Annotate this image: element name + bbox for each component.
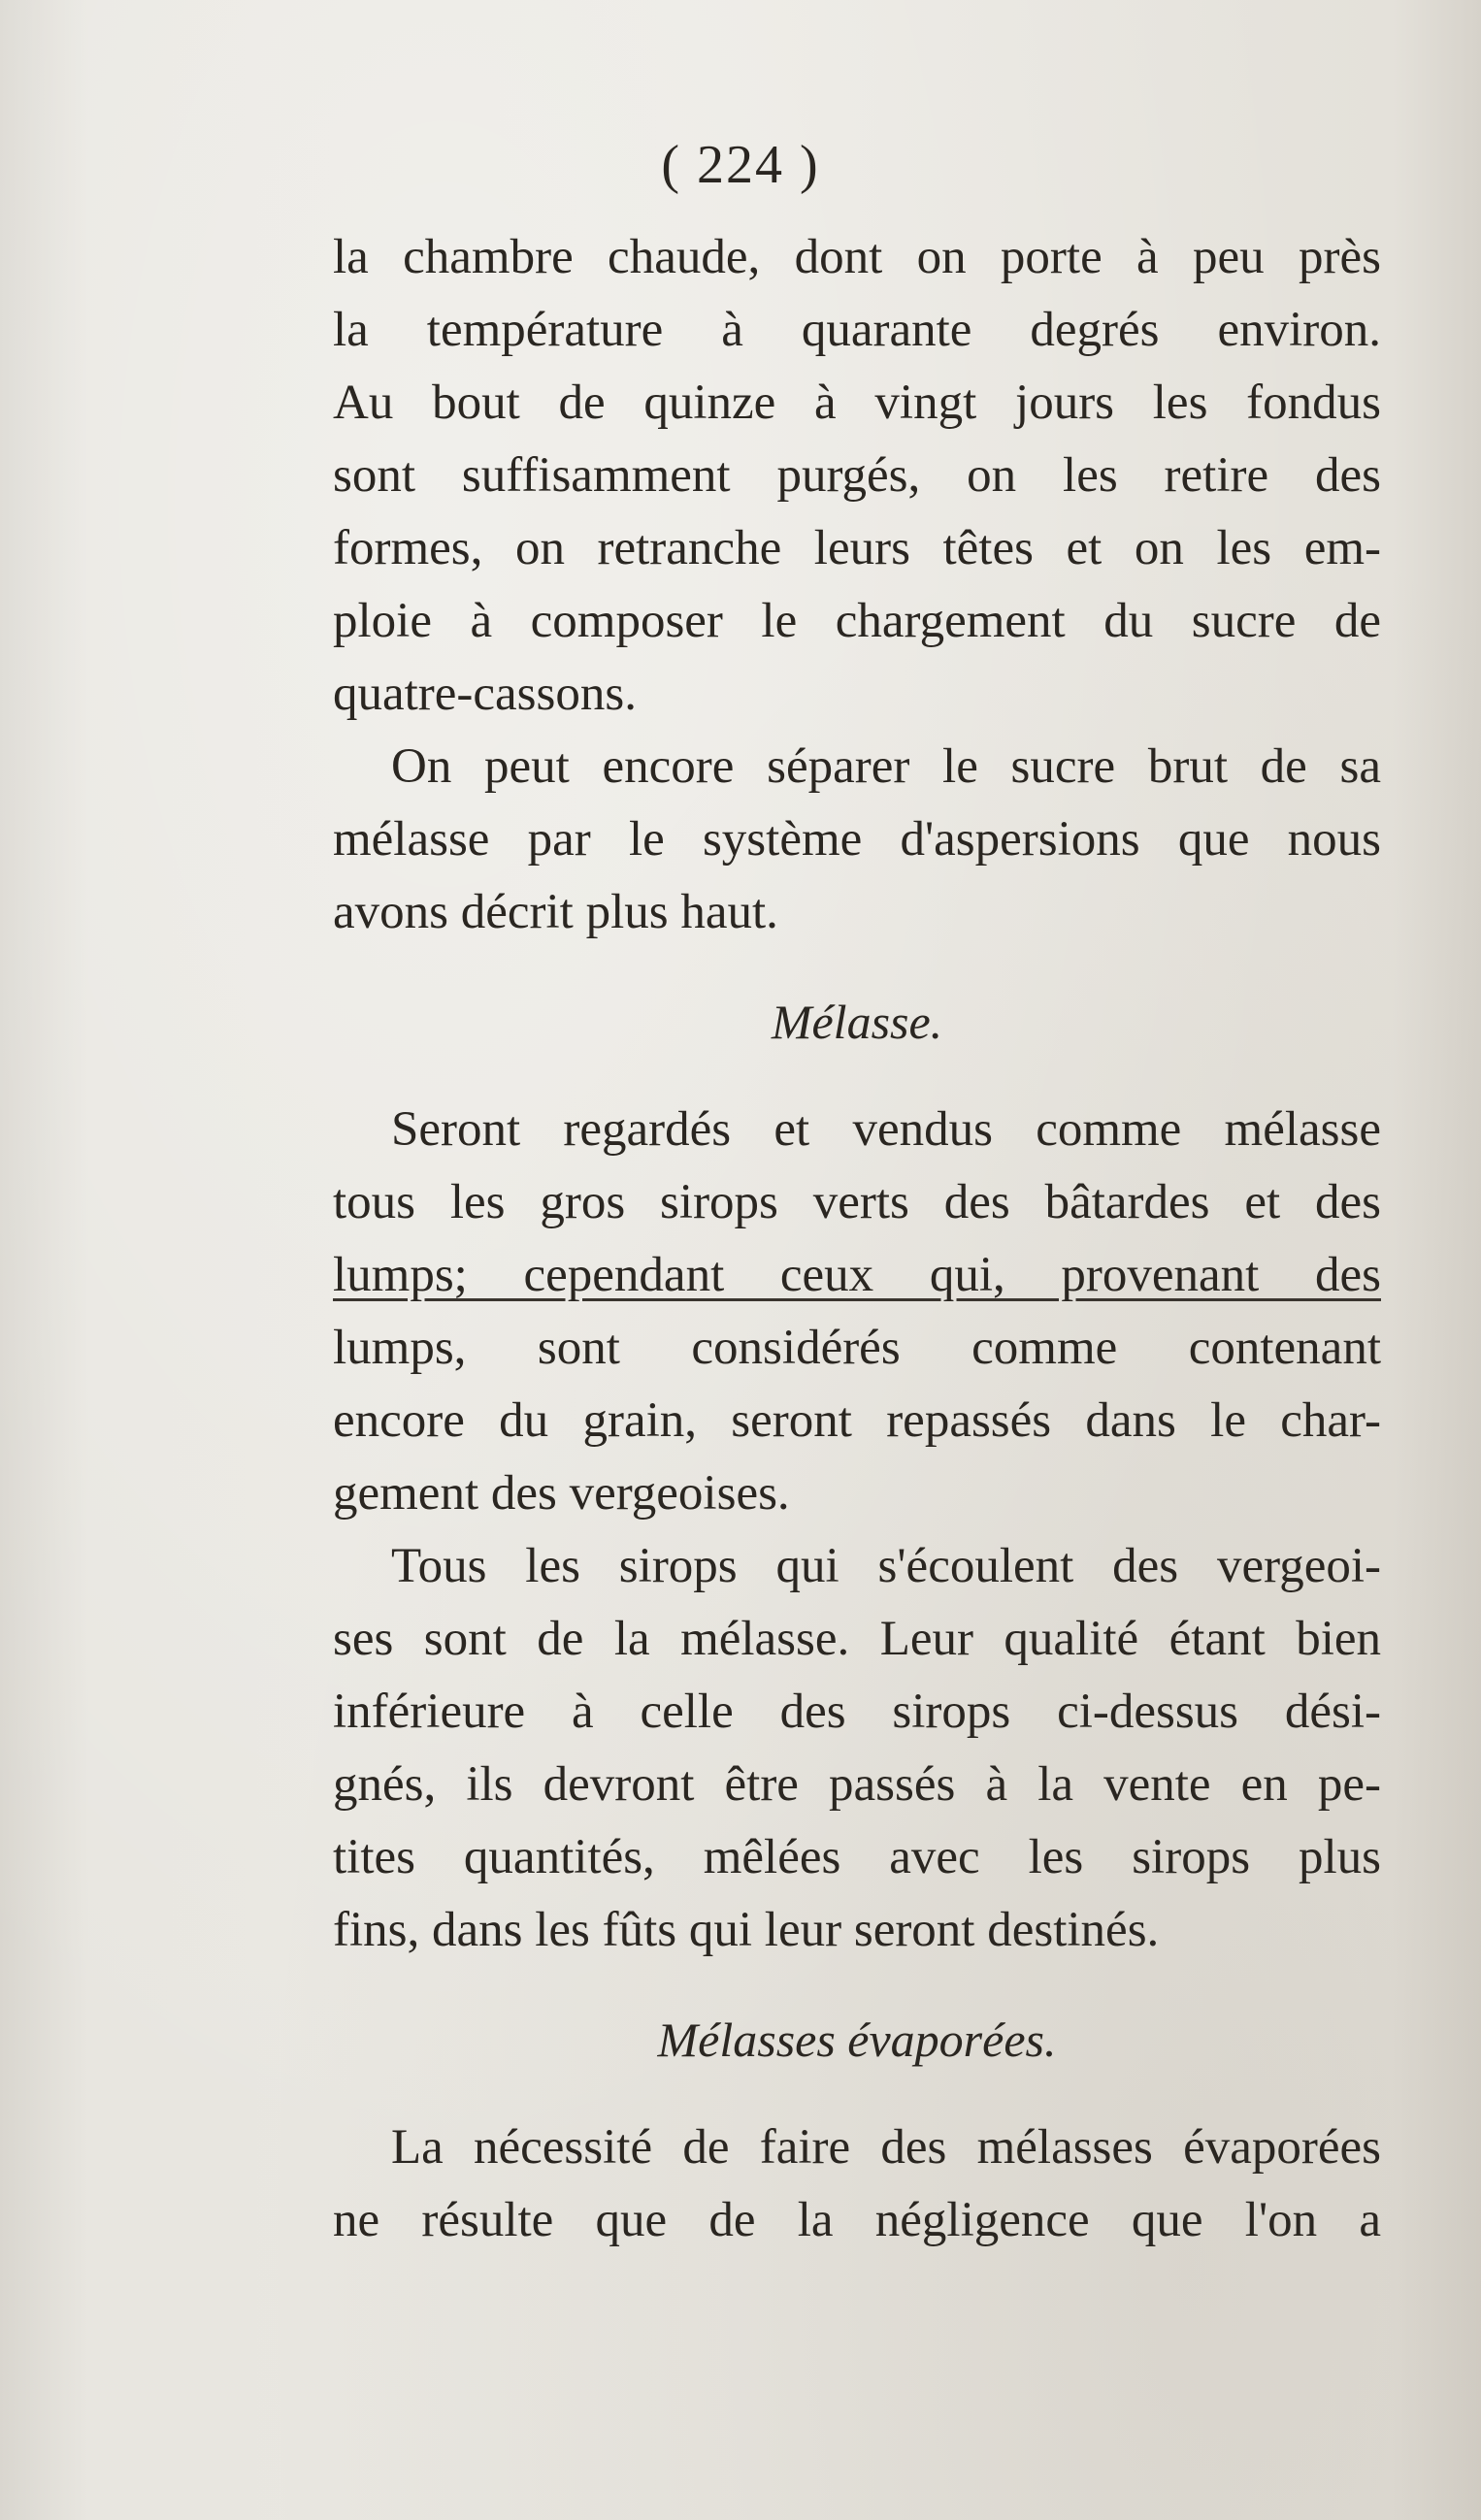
- paragraph-la-necessite: [333, 2111, 1381, 2257]
- text-line: La nécessité de faire des mélasses évaporées: [391, 2120, 1381, 2175]
- text-line: lumps, sont considérés comme contenant: [333, 1321, 1381, 1375]
- text-line: la température à quarante degrés environ.: [333, 303, 1381, 357]
- page-number: ( 224 ): [661, 135, 820, 195]
- page-body: [333, 221, 1381, 2257]
- paragraph-seront-regardes: [333, 1094, 1381, 1530]
- section-heading-melasse: Mélasse.: [771, 995, 943, 1049]
- section-heading-melasses-evaporees: Mélasses évaporées.: [657, 2013, 1057, 2067]
- text-line: quatre-cassons.: [333, 667, 637, 721]
- text-line: avons décrit plus haut.: [333, 885, 778, 939]
- text-line: mélasse par le système d'aspersions que nous: [333, 812, 1381, 867]
- text-line: encore du grain, seront repassés dans le char-: [333, 1393, 1381, 1448]
- paragraph-tous-les-sirops: [333, 1530, 1381, 1967]
- text-line: fins, dans les fûts qui leur seront destinés.: [333, 1903, 1160, 1957]
- text-line: gnés, ils devront être passés à la vente en pe-: [333, 1757, 1381, 1812]
- text-line: inférieure à celle des sirops ci-dessus dési-: [333, 1685, 1381, 1739]
- text-line: Au bout de quinze à vingt jours les fondus: [333, 376, 1381, 430]
- text-line: sont suffisamment purgés, on les retire des: [333, 448, 1381, 503]
- paragraph-chambre-chaude: [333, 221, 1381, 731]
- text-line: gement des vergeoises.: [333, 1466, 790, 1521]
- text-line: la chambre chaude, dont on porte à peu près: [333, 230, 1381, 284]
- text-line: ploie à composer le chargement du sucre de: [333, 594, 1381, 648]
- text-line: On peut encore séparer le sucre brut de sa: [391, 739, 1381, 794]
- text-line: ne résulte que de la négligence que l'on a: [333, 2193, 1381, 2247]
- text-line: formes, on retranche leurs têtes et on les em-: [333, 521, 1381, 575]
- underlined-text-line: lumps; cependant ceux qui, provenant des: [333, 1248, 1381, 1302]
- text-line: Tous les sirops qui s'écoulent des vergeoi-: [391, 1539, 1381, 1593]
- text-line: tous les gros sirops verts des bâtardes et des: [333, 1175, 1381, 1229]
- text-line: ses sont de la mélasse. Leur qualité étant bien: [333, 1612, 1381, 1666]
- text-line: tites quantités, mêlées avec les sirops plus: [333, 1830, 1381, 1884]
- paragraph-aspersions: [333, 731, 1381, 949]
- text-line: Seront regardés et vendus comme mélasse: [391, 1102, 1381, 1157]
